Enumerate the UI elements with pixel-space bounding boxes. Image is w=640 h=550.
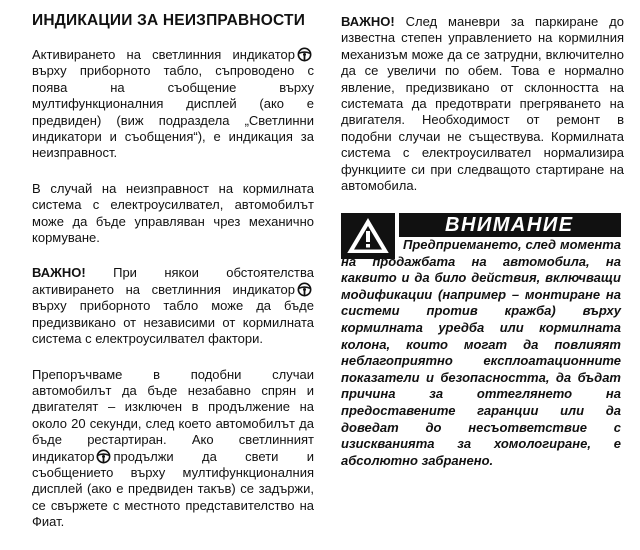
left-column [32,0,314,550]
paragraph-text: продължи да свети и съобщението върху мултифункционалния дисплей (ако е предвиден такъв) се задържи, се свържете с местното представителство на Фиат. [32,448,314,530]
steering-wheel-warning-icon [96,449,111,464]
important-label: ВАЖНО! [341,14,395,29]
paragraph-text: След маневри за паркиране до известна степен управлението на кормилния механизъм може да се затрудни, включително да се увеличи по обем. Това е нормално явление, предизвикано от склонността на системата да предотврати прегряването на двигателя. Необходимост от ремонт в подобни случаи не съществува. Кормилната система с електроусилвател нормализира функциите си при следващото стартиране на автомобила. [341,14,624,194]
paragraph-text: Препоръчваме в подобни случаи автомобилът да бъде незабавно спрян и двигателят – изключен в продължение на около 20 секунди, след което автомобилът да бъде рестартиран. Ако светлинният индикатор [32,366,314,464]
right-column [341,0,624,194]
paragraph-important-right [341,14,624,194]
paragraph-indicator [32,47,314,162]
steering-wheel-warning-icon [297,282,312,297]
paragraph-fallback: В случай на неизправност на кормилната система с електроусилвател, автомобилът може да бъде управляван чрез механично кормуване. [32,180,314,246]
paragraph-recommendation [32,367,314,531]
important-label: ВАЖНО! [32,265,86,281]
paragraph-text: върху приборното табло може да бъде предизвикано от независими от кормилната система с електроусилвател фактори. [32,298,314,347]
steering-wheel-warning-icon [297,47,312,62]
paragraph-text: При някои обстоятелства активирането на светлинния индикатор [32,265,314,297]
paragraph-important-left [32,265,314,347]
warning-title: ВНИМАНИЕ [399,213,621,237]
page-title: ИНДИКАЦИИ ЗА НЕИЗПРАВНОСТИ [32,12,306,29]
paragraph-text: върху приборното табло, съпроводено с поява на съобщение върху мултифункционалния дисплей (ако е предвиден) (виж подраздела „Светлинни индикатори и съобщения“), е индикация за неизправност. [32,63,314,161]
text-indent-spacer [341,248,403,249]
paragraph-text: Активирането на светлинния индикатор [32,47,295,62]
warning-box [341,213,631,469]
warning-body: Предприемането, след момента на продажбата на автомобила, на каквито и да било действия, включващи модификации (например – монтиране на системи против кражба) върху кормилната уредба или кормилната колона, които могат да повлияят неблагоприятно експлоатационните показатели и безопасността, да бъдат причина за оттеглянето на предоставените гаранции или да доведат до несъответствие с изискванията за хомологиране, е абсолютно забранено. [341,237,621,468]
warning-text [341,237,621,469]
